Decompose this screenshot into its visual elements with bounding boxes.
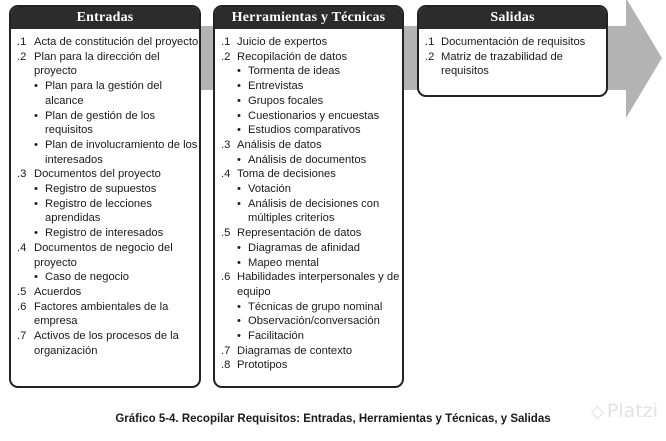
list-item: [419, 50, 606, 79]
sub-item: • Plan de involucramiento de los interesados: [34, 138, 199, 167]
entradas-box: [9, 5, 201, 388]
item-text: Documentación de requisitos: [441, 36, 586, 48]
item-number: .1: [425, 36, 435, 48]
list-item: [215, 344, 402, 359]
sub-item: • Plan para la gestión del alcance: [34, 79, 199, 108]
item-text: Toma de decisiones: [237, 168, 336, 181]
sub-item: • Entrevistas: [237, 79, 402, 94]
sub-list: [34, 182, 199, 241]
list-item: [215, 167, 402, 226]
platzi-logo-icon: ◇: [590, 402, 604, 422]
item-number: .2: [425, 50, 435, 63]
list-item: [215, 358, 402, 373]
herramientas-title: Herramientas y Técnicas: [215, 7, 402, 29]
list-item: [419, 35, 606, 50]
item-text: Matriz de trazabilidad de requisitos: [441, 50, 563, 78]
item-number: .2: [17, 50, 27, 63]
item-text: Acuerdos: [34, 285, 82, 298]
sub-list: [237, 153, 402, 168]
list-item: [215, 226, 402, 270]
sub-list: [237, 300, 402, 344]
sub-item: • Diagramas de afinidad: [237, 241, 402, 256]
item-number: .2: [221, 50, 231, 63]
sub-item: • Estudios comparativos: [237, 123, 402, 138]
list-item: [11, 285, 199, 300]
item-number: .6: [221, 271, 231, 284]
item-text: Representación de datos: [237, 227, 362, 240]
item-number: .4: [221, 168, 231, 181]
list-item: [11, 241, 199, 285]
sub-item: • Técnicas de grupo nominal: [237, 300, 402, 315]
list-item: [11, 50, 199, 168]
sub-list: [237, 241, 402, 270]
sub-list: [237, 182, 402, 226]
item-text: Acta de constitución del proyecto: [34, 36, 199, 48]
item-number: .3: [17, 168, 27, 181]
sub-item: • Registro de interesados: [34, 226, 199, 241]
sub-list: [34, 270, 199, 285]
herramientas-list: [215, 35, 402, 373]
item-text: Análisis de datos: [237, 138, 322, 151]
sub-item: • Registro de lecciones aprendidas: [34, 197, 199, 226]
item-number: .6: [17, 300, 27, 313]
item-text: Factores ambientales de la empresa: [34, 300, 169, 328]
list-item: [215, 50, 402, 138]
sub-item: • Votación: [237, 182, 402, 197]
item-text: Plan para la dirección del proyecto: [34, 50, 160, 78]
item-number: .3: [221, 138, 231, 151]
sub-item: • Tormenta de ideas: [237, 64, 402, 79]
list-item: [11, 329, 199, 358]
sub-list: [34, 79, 199, 167]
sub-item: • Plan de gestión de los requisitos: [34, 109, 199, 138]
item-number: .5: [221, 227, 231, 240]
entradas-list: [11, 35, 199, 358]
item-number: .1: [17, 36, 27, 48]
sub-item: • Caso de negocio: [34, 270, 199, 285]
item-text: Recopilación de datos: [237, 50, 348, 63]
list-item: [11, 167, 199, 241]
item-text: Prototipos: [237, 359, 288, 372]
list-item: [215, 138, 402, 167]
sub-item: • Cuestionarios y encuestas: [237, 109, 402, 124]
salidas-title: Salidas: [419, 7, 606, 29]
herramientas-box: [213, 5, 404, 388]
sub-item: • Observación/conversación: [237, 314, 402, 329]
item-text: Juicio de expertos: [237, 36, 328, 48]
item-text: Documentos de negocio del proyecto: [34, 241, 173, 269]
item-text: Habilidades interpersonales y de equipo: [237, 271, 400, 298]
item-text: Diagramas de contexto: [237, 344, 353, 357]
platzi-watermark: [591, 400, 658, 422]
item-text: Activos de los procesos de la organización: [34, 330, 179, 357]
sub-item: • Mapeo mental: [237, 256, 402, 271]
sub-item: • Análisis de decisiones con múltiples criterios: [237, 197, 402, 226]
figure-caption: Gráfico 5-4. Recopilar Requisitos: Entradas, Herramientas y Técnicas, y Salidas: [115, 413, 551, 425]
sub-item: • Análisis de documentos: [237, 153, 402, 168]
sub-item: • Grupos focales: [237, 94, 402, 109]
sub-item: • Registro de supuestos: [34, 182, 199, 197]
list-item: [11, 35, 199, 50]
watermark-text: Platzi: [606, 400, 658, 422]
list-item: [11, 300, 199, 329]
item-number: .7: [17, 330, 27, 343]
list-item: [215, 35, 402, 50]
item-text: Documentos del proyecto: [34, 168, 161, 181]
item-number: .1: [221, 36, 231, 48]
entradas-title: Entradas: [11, 7, 199, 29]
item-number: .5: [17, 285, 27, 298]
salidas-box: [417, 5, 608, 97]
sub-list: [237, 64, 402, 138]
item-number: .8: [221, 359, 231, 372]
item-number: .7: [221, 344, 231, 357]
salidas-list: [419, 35, 606, 79]
sub-item: • Facilitación: [237, 329, 402, 344]
list-item: [215, 270, 402, 344]
item-number: .4: [17, 241, 27, 254]
